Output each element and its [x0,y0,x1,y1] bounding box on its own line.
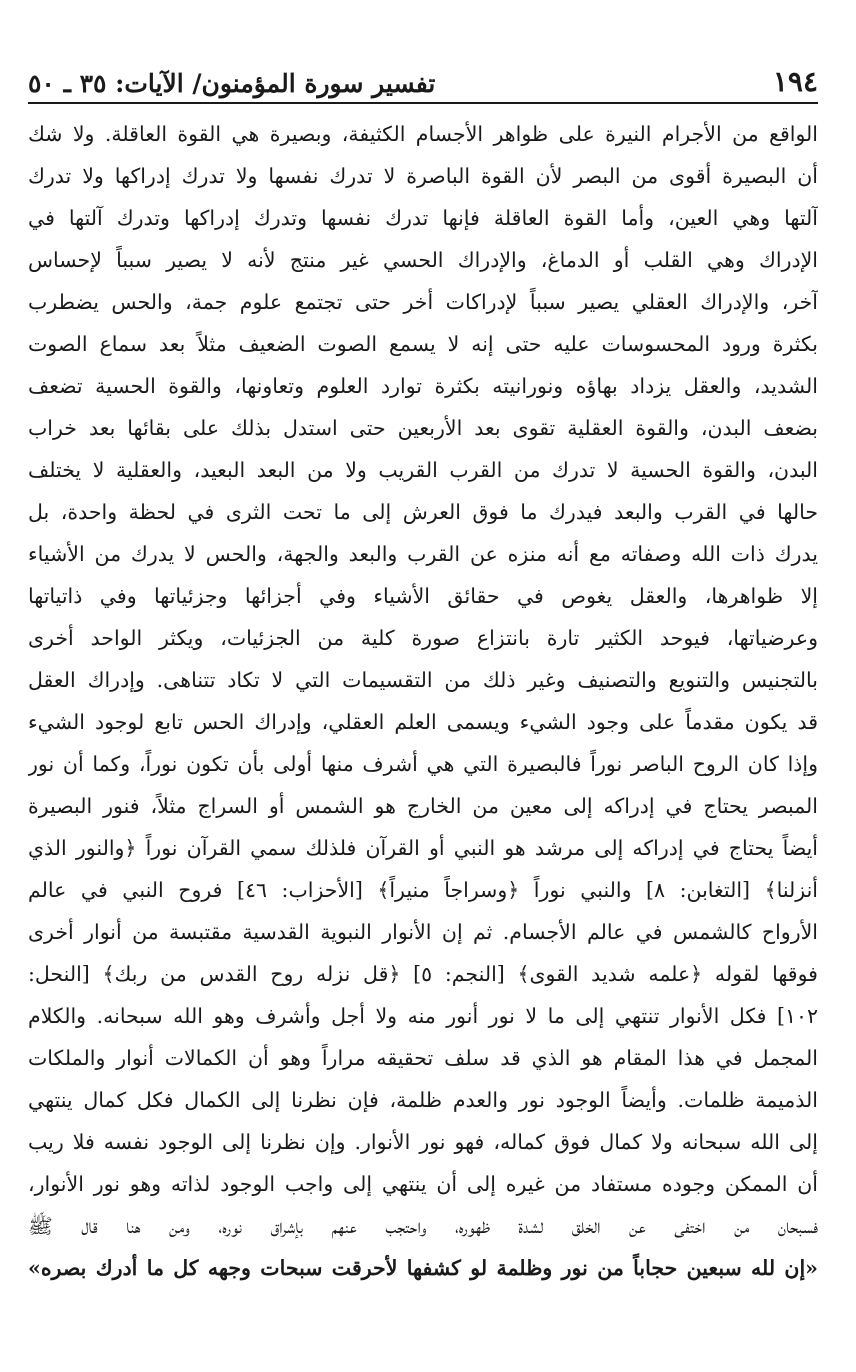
text-line: بالتجنيس والتنويع والتصنيف وغير ذلك من التقسيمات التي لا تكاد تتناهى. وإدراك العقل [28,668,818,692]
text-line: الذميمة ظلمات. وأيضاً الوجود نور والعدم ظلمة، فإن نظرنا إلى الكمال فكل كمال ينتهي [28,1088,818,1112]
text-line: يدرك ذات الله وصفاته مع أنه منزه عن القرب والبعد والجهة، والحس لا يدرك من الأشياء [28,542,818,566]
text-line: وعرضياتها، فيوحد الكثير تارة بانتزاع صورة كلية من الجزئيات، ويكثر الواحد أخرى [28,626,818,650]
text-line: قد يكون مقدماً على وجود الشيء ويسمى العلم العقلي، وإدراك الحس تابع لوجود الشيء [28,710,818,734]
text-line: المجمل في هذا المقام هو الذي قد سلف تحقيقه مراراً وهو أن الكمالات أنوار والملكات [28,1046,818,1070]
text-line: الواقع من الأجرام النيرة على ظواهر الأجسام الكثيفة، وبصيرة هي القوة العاقلة. ولا شك [28,122,818,146]
text-line: بضعف البدن، والقوة العقلية تقوى بعد الأربعين حتى استدل بذلك على بقائها بعد خراب [28,416,818,440]
text-line: المبصر يحتاج في إدراكه إلى معين من الخارج هو الشمس أو السراج مثلاً، فنور البصيرة [28,794,818,818]
text-line: وإذا كان الروح الباصر نوراً فالبصيرة التي هي أشرف منها أولى بأن تكون نوراً، وكما أن نور [28,752,818,776]
text-line: إلا ظواهرها، والعقل يغوص في حقائق الأشياء وفي أجزائها وجزئياتها وفي ذاتياتها [28,584,818,608]
text-line: آخر، والإدراك العقلي يصير سبباً لإدراكات أخر حتى تجتمع علوم جمة، والحس يضطرب [28,290,818,314]
text-line: أن الممكن وجوده مستفاد من غيره إلى أن ينتهي إلى واجب الوجود لذاته وهو نور الأنوار، [28,1172,818,1196]
text-line: إلى الله سبحانه ولا كمال فوق كماله، فهو نور الأنوار. وإن نظرنا إلى الوجود نفسه فلا ريب [28,1130,818,1154]
text-line: أن البصيرة أقوى من البصر لأن القوة الباصرة لا تدرك نفسها ولا تدرك إدراكها ولا تدرك [28,164,818,188]
running-title: تفسير سورة المؤمنون/ الآيات: ٣٥ ـ ٥٠ [28,69,436,98]
hadith-quote-line: «إن لله سبعين حجاباً من نور وظلمة لو كشفها لأحرقت سبحات وجهه كل ما أدرك بصره» [28,1256,818,1280]
page-number: ١٩٤ [772,65,818,98]
text-line: الشديد، والعقل يزداد بهاؤه ونورانيته بكثرة توارد العلوم وتعاونها، والقوة الحسية تضعف [28,374,818,398]
text-line: أنزلنا﴾ [التغابن: ٨] والنبي نوراً ﴿وسراجاً منيراً﴾ [الأحزاب: ٤٦] فروح النبي في عالم [28,878,818,902]
text-line: ١٠٢] فكل الأنوار تنتهي إلى ما لا نور أنور منه ولا أجل وأشرف وهو الله سبحانه. والكلام [28,1004,818,1028]
text-line: فوقها لقوله ﴿علمه شديد القوى﴾ [النجم: ٥] ﴿قل نزله روح القدس من ربك﴾ [النحل: [28,962,818,986]
text-line: حالها في القرب والبعد فيدرك ما فوق العرش إلى ما تحت الثرى في لحظة واحدة، بل [28,500,818,524]
text-line: فسبحان من اختفى عن الخلق لشدة ظهوره، واحتجب عنهم بإشراق نوره، ومن هنا قال ﷺ [28,1214,818,1238]
text-line: بكثرة ورود المحسوسات عليه حتى إنه لا يسمع الصوت الضعيف مثلاً بعد سماع الصوت [28,332,818,356]
text-line: آلتها وهي العين، وأما القوة العاقلة فإنها تدرك نفسها وتدرك إدراكها وتدرك آلتها في [28,206,818,230]
body-text [28,113,818,1289]
text-line: البدن، والقوة الحسية لا تدرك من القرب القريب ولا من البعد البعيد، والعقلية لا يختلف [28,458,818,482]
text-line: الإدراك وهي القلب أو الدماغ، والإدراك الحسي غير منتج لأنه لا يصير سبباً لإحساس [28,248,818,272]
text-line: الأرواح كالشمس في عالم الأجسام. ثم إن الأنوار النبوية القدسية مقتبسة من أنوار أخرى [28,920,818,944]
page-header [28,56,818,104]
text-line: أيضاً يحتاج في إدراكه إلى مرشد هو النبي أو القرآن فلذلك سمي القرآن نوراً ﴿والنور الذي [28,836,818,860]
